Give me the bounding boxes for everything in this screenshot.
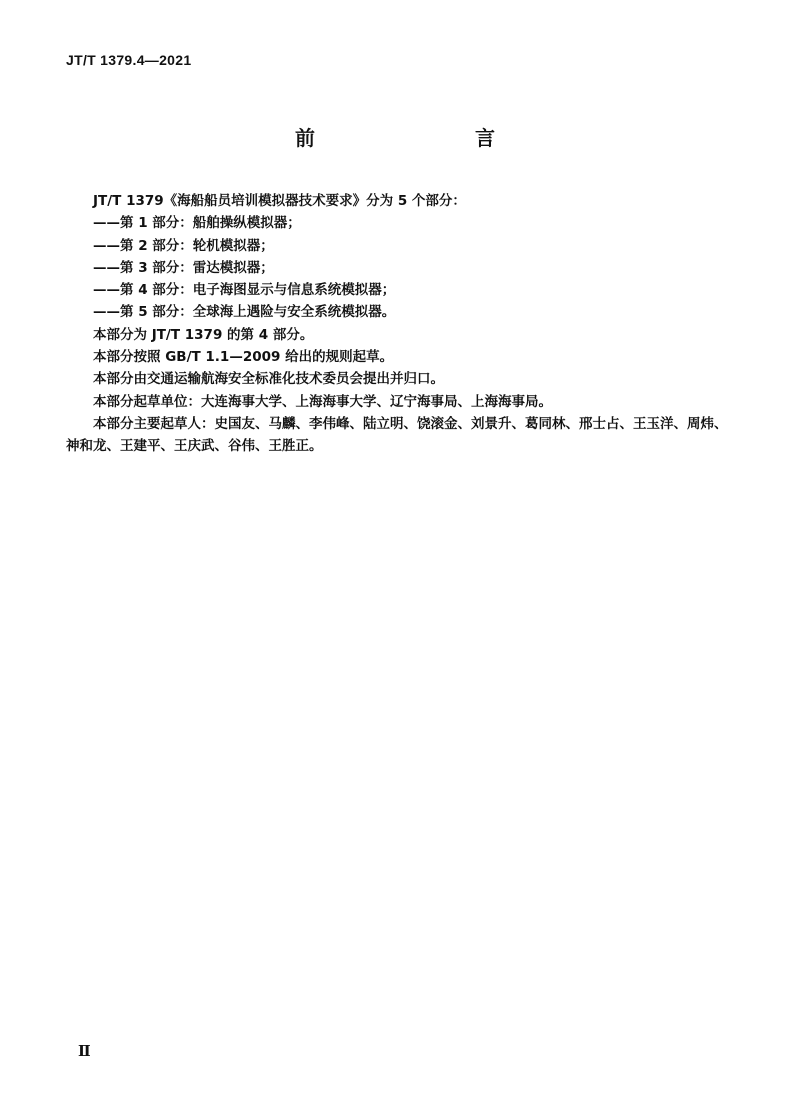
drafting-units-paragraph: 本部分起草单位：大连海事大学、上海海事大学、辽宁海事局、上海海事局。: [93, 393, 552, 410]
part-list-item: ——第 2 部分：轮机模拟器；: [93, 237, 274, 254]
part-list-item: ——第 4 部分：电子海图显示与信息系统模拟器；: [93, 282, 396, 299]
statement-paragraph: 本部分按照 GB/T 1.1—2009 给出的规则起草。: [93, 349, 394, 366]
intro-paragraph: JT/T 1379《海船船员培训模拟器技术要求》分为 5 个部分：: [93, 193, 466, 209]
part-list-item: ——第 5 部分：全球海上遇险与安全系统模拟器。: [93, 304, 396, 321]
page-title: 前 言: [295, 126, 535, 150]
standard-code-header: JT/T 1379.4—2021: [66, 52, 192, 68]
drafters-paragraph: 本部分主要起草人：史国友、马麟、李伟峰、陆立明、饶滚金、刘景升、葛同林、邢士占、王玉洋、周炜、: [93, 415, 728, 432]
part-list-item: ——第 3 部分：雷达模拟器；: [93, 259, 274, 276]
foreword-body: [66, 190, 726, 458]
part-list-item: ——第 1 部分：船舶操纵模拟器；: [93, 215, 301, 232]
statement-paragraph: 本部分为 JT/T 1379 的第 4 部分。: [93, 326, 314, 343]
statement-paragraph: 本部分由交通运输航海安全标准化技术委员会提出并归口。: [93, 371, 444, 388]
drafters-continuation: 神和龙、王建平、王庆武、谷伟、王胜正。: [66, 438, 323, 455]
page-number: Ⅱ: [78, 1042, 91, 1060]
